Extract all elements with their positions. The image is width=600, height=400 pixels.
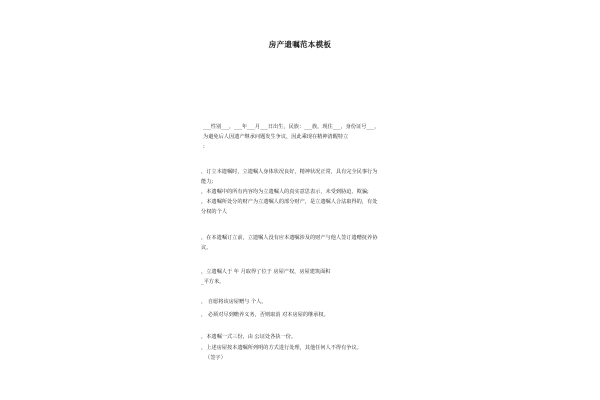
paragraph-line: ，本遗嘱所处分的财产为立遗嘱人的部分财产，是立遗嘱人合法取得的，有处 <box>201 199 378 205</box>
signature-line: （签字） <box>205 355 226 361</box>
paragraph-line: 分权的个人 <box>201 209 227 215</box>
paragraph-line: ，本遗嘱一式三份，由 公证处各执一份。 <box>201 334 297 340</box>
paragraph-line: _平方米。 <box>201 279 225 285</box>
paragraph-line: ，在本遗嘱订立前，立遗嘱人没有应本遗嘱涉及的财产与他人签订遗赠抚养协 <box>201 235 378 241</box>
paragraph-line: ，订立本遗嘱时，立遗嘱人身体状况良好，精神状况正常，具有完全民事行为 <box>201 169 378 175</box>
paragraph-line: 能力; <box>201 179 214 185</box>
paragraph-line: ，立遗嘱人于 年 月取得了位于 房屋产权，房屋建筑面积 <box>201 269 331 275</box>
paragraph-line: 议。 <box>201 245 212 251</box>
paragraph-line: ___性别___，___年___月___日出生，民族：___族，现住___，身份证号___， <box>203 124 380 130</box>
paragraph-line: : <box>203 144 205 150</box>
paragraph-line: 为避免后人因遗产继承问题发生争议，因此乘现在精神清醒特立 <box>203 134 349 140</box>
document-title: 房产遗嘱范本模板 <box>268 40 332 49</box>
paragraph-line: ， 必须对尽到赡养义务，否则取消 对本房屋的继承权。 <box>201 312 329 318</box>
paragraph-line: ，本遗嘱中的所有内容均为立遗嘱人的真实意思表示，未受到胁迫、欺骗; <box>201 189 369 195</box>
paragraph-line: ，上述房屋按本遗嘱所列明的方式进行处理，其他任何人不得有争议。 <box>201 345 362 351</box>
paragraph-line: ， 自愿将该房屋赠与 个人。 <box>201 299 267 305</box>
